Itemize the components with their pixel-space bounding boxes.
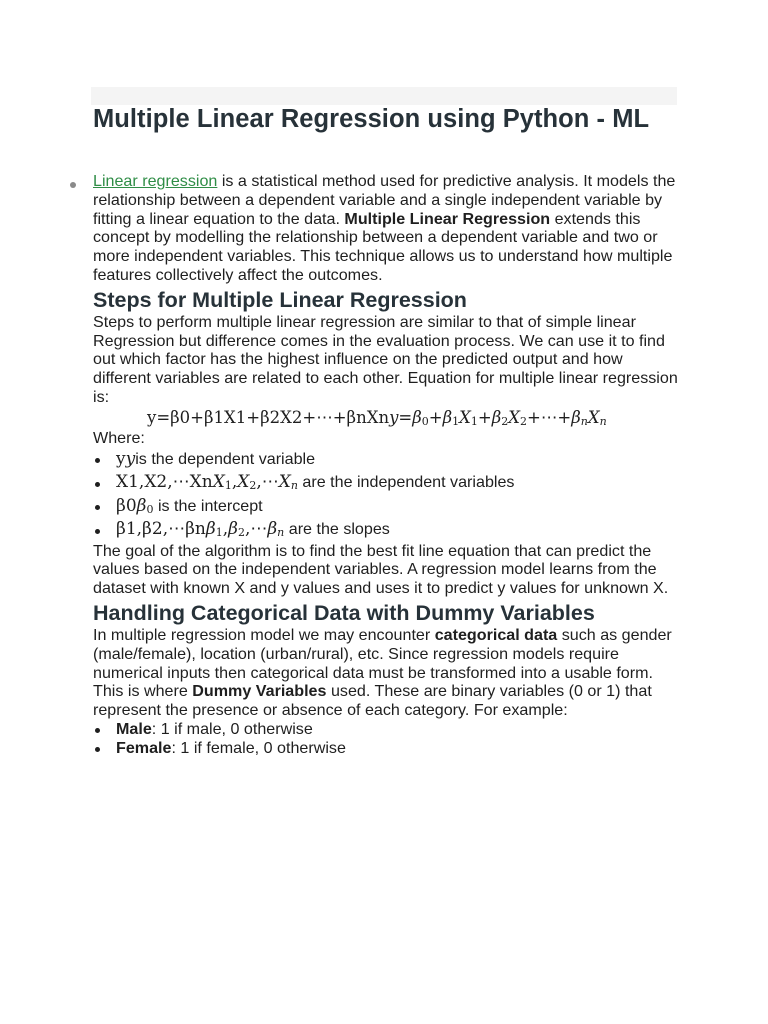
bullet-dot [95,747,100,752]
list-item-label: Female [116,738,172,757]
equation-plain: y=β0+β1X1+β2X2+⋯+βnXn [147,407,390,427]
dummy-heading: Handling Categorical Data with Dummy Variables [93,600,595,625]
regression-equation: $y=\beta 0+\beta 1X1+\beta 2X2+\cdots+\beta nXny=\beta_0+\beta_1X_1+\beta_2X_2+\cdots+\beta_nX_n$ [147,407,607,428]
dummy-list [93,720,683,757]
where-label: Where: [93,428,145,447]
where-list [93,448,683,542]
list-item: $\beta 1,\beta 2,\cdots\beta n\beta_1,\beta_2,\cdots\beta_n$ are the slopes [93,518,683,542]
bullet-dot [95,505,100,510]
bullet-dot [95,728,100,733]
intro-text-2: extends this concept by modelling the relationship between a dependent variable and two or more independent variables. This technique allows us to understand how multiple features collectively affect the outcomes. [93,209,673,284]
dummy-text-3: used. These are binary variables (0 or 1) that represent the presence or absence of each category. For example: [93,682,652,720]
list-item-text: are the independent variables [297,473,515,492]
bullet-dot [95,458,100,463]
intro-paragraph [93,172,683,285]
list-item-text: : 1 if female, 0 otherwise [171,738,346,757]
list-item-text: is the intercept [153,496,263,515]
math-plain: y [116,448,126,469]
list-item [93,720,683,739]
goal-paragraph: The goal of the algorithm is to find the best fit line equation that can predict the values based on the independent variables. A regression model learns from the dataset with known X and y values and uses it to predict y values for unknown X. [93,541,669,598]
list-item-text: is the dependent variable [135,449,316,468]
bullet-dot [95,482,100,487]
linear-regression-link[interactable]: Linear regression [93,172,218,190]
equation-rendered: y [389,407,399,427]
dummy-text-1: In multiple regression model we may encounter [93,625,435,644]
list-item-label: Male [116,719,152,738]
list-item: yyis the dependent variable [93,448,683,472]
intro-text-1: is a statistical method used for predictive analysis. It models the relationship between a dependent variable and a single independent variable by fitting a linear equation to the data. [93,172,676,228]
list-item-text: are the slopes [284,520,390,539]
bullet-dot [95,529,100,534]
dummy-text-2: such as gender (male/female), location (urban/rural), etc. Since regression models require numerical inputs then categorical data must be transformed into a usable form. This is where [93,625,672,701]
list-item: $\beta 0\beta_0$ is the intercept [93,495,683,519]
dummy-paragraph [93,626,683,720]
top-bar [91,87,677,105]
steps-paragraph: Steps to perform multiple linear regression are similar to that of simple linear Regression but difference comes in the evaluation process. We can use it to find out which factor has the highest influence on the predicted output and how different variables are related to each other. Equation for multiple linear regression is: [93,312,678,406]
list-item-text: : 1 if male, 0 otherwise [151,719,313,738]
article-content [93,104,683,757]
dummy-bold-1: categorical data [434,625,558,644]
math-plain: X1,X2,⋯Xn [116,472,213,493]
dummy-bold-2: Dummy Variables [192,682,327,701]
list-item: $X1,X2,\cdots XnX_1,X_2,\cdots X_n$ are the independent variables [93,471,683,495]
steps-heading: Steps for Multiple Linear Regression [93,287,467,312]
math-plain: β1,β2,⋯βn [116,519,206,540]
bullet-dot [70,182,76,188]
article-title: Multiple Linear Regression using Python - ML [93,105,650,133]
intro-bold: Multiple Linear Regression [344,209,551,228]
math-plain: β0 [116,495,137,516]
list-item [93,739,683,758]
